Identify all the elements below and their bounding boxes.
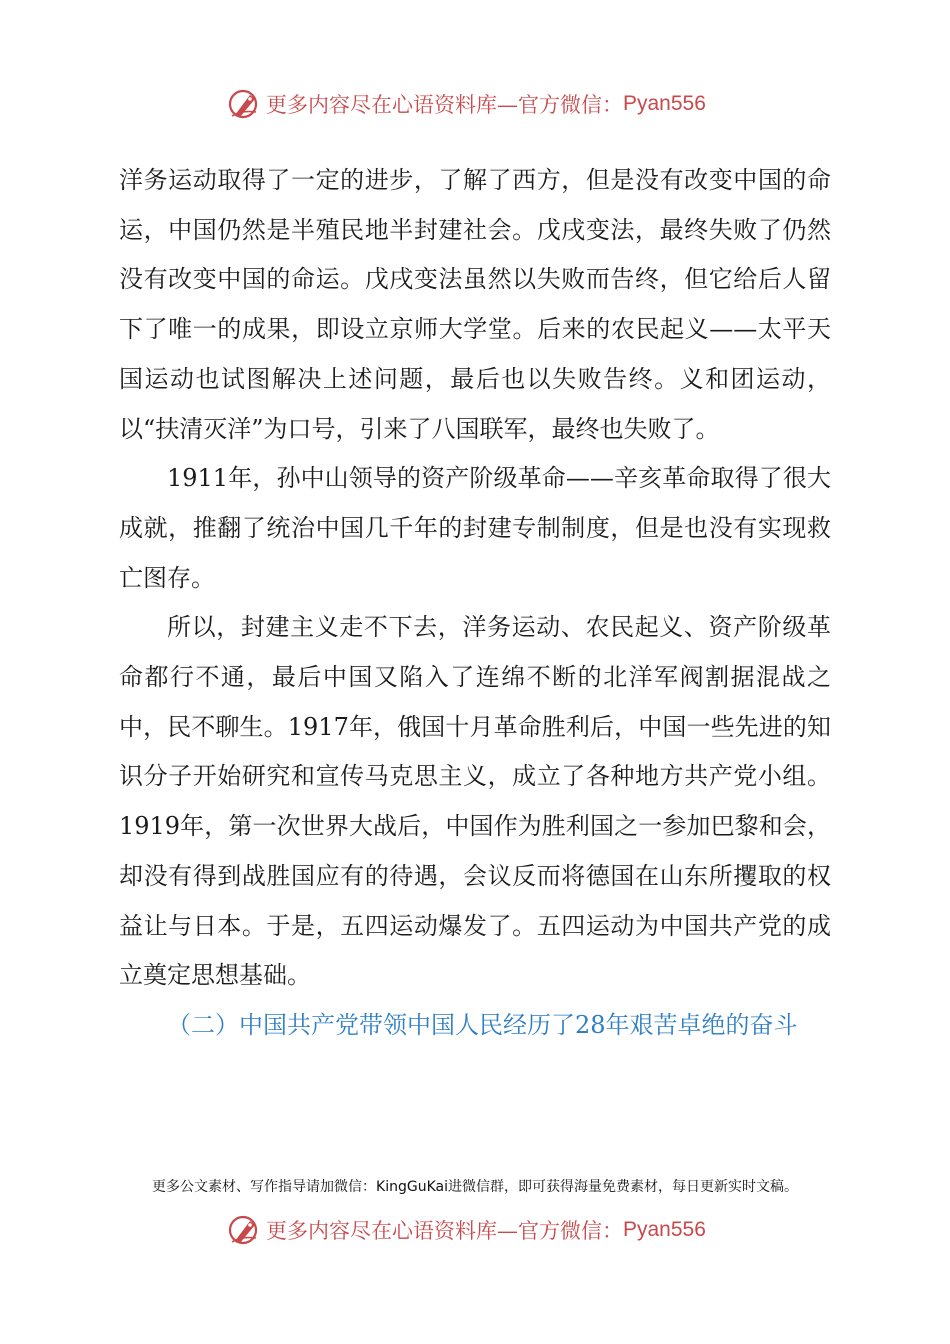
pen-nib-logo-icon — [226, 86, 262, 122]
section-heading: （二）中国共产党带领中国人民经历了28年艰苦卓绝的奋斗 — [167, 1010, 798, 1039]
document-body — [119, 156, 831, 1051]
watermark-wechat-id: Pyan556 — [623, 1218, 706, 1241]
watermark-wechat-id: Pyan556 — [623, 92, 706, 115]
watermark-banner-bottom — [226, 1212, 706, 1248]
watermark-text: 更多内容尽在心语资料库—官方微信： — [266, 1219, 623, 1243]
watermark-text: 更多内容尽在心语资料库—官方微信： — [266, 93, 623, 117]
footer-note: 更多公文素材、写作指导请加微信：KingGuKai进微信群，即可获得海量免费素材，每日更新实时文稿。 — [152, 1179, 798, 1195]
pen-nib-logo-icon — [226, 1212, 262, 1248]
paragraph-xinhai: 1911年，孙中山领导的资产阶级革命——辛亥革命取得了很大成就，推翻了统治中国几千年的封建专制制度，但是也没有实现救亡图存。 — [119, 464, 831, 592]
paragraph-westernization: 洋务运动取得了一定的进步，了解了西方，但是没有改变中国的命运，中国仍然是半殖民地半封建社会。戊戌变法，最终失败了仍然没有改变中国的命运。戊戌变法虽然以失败而告终，但它给后人留下了唯一的成果，即设立京师大学堂。后来的农民起义——太平天国运动也试图解决上述问题，最后也以失败告终。义和团运动，以“扶清灭洋”为口号，引来了八国联军，最终也失败了。 — [119, 166, 831, 443]
paragraph-may-fourth: 所以，封建主义走不下去，洋务运动、农民起义、资产阶级革命都行不通，最后中国又陷入了连绵不断的北洋军阀割据混战之中，民不聊生。1917年，俄国十月革命胜利后，中国一些先进的知识分子开始研究和宣传马克思主义，成立了各种地方共产党小组。1919年，第一次世界大战后，中国作为胜利国之一参加巴黎和会，却没有得到战胜国应有的待遇，会议反而将德国在山东所攫取的权益让与日本。于是，五四运动爆发了。五四运动为中国共产党的成立奠定思想基础。 — [119, 613, 831, 990]
watermark-banner-top — [226, 86, 706, 122]
